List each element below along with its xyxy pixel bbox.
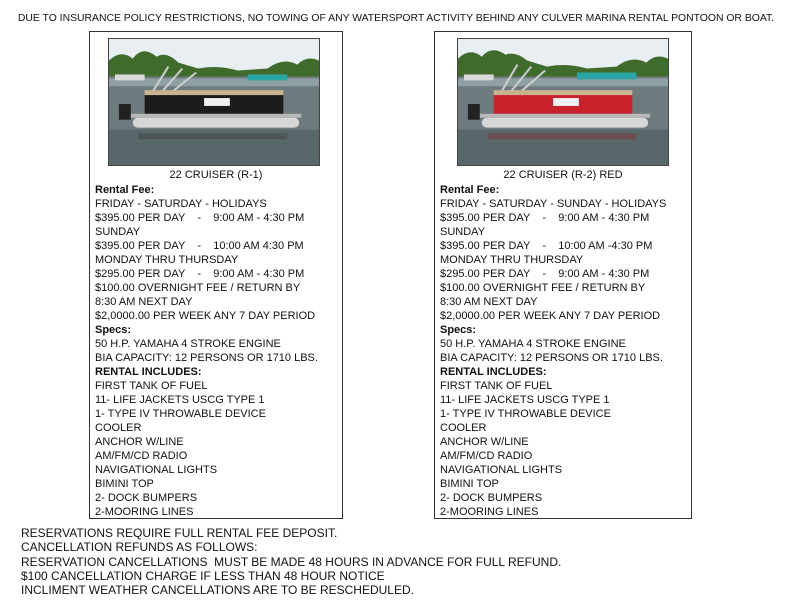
detail-line: AM/FM/CD RADIO [95,450,188,462]
detail-line: $100.00 OVERNIGHT FEE / RETURN BY [440,282,646,294]
detail-line: $395.00 PER DAY - 10:00 AM -4:30 PM [440,240,653,252]
detail-line: FIRST TANK OF FUEL [95,380,208,392]
boat-photo [457,38,669,166]
detail-line: $295.00 PER DAY - 9:00 AM - 4:30 PM [440,268,650,280]
detail-line: MONDAY THRU THURSDAY [95,254,239,266]
detail-line: $395.00 PER DAY - 9:00 AM - 4:30 PM [440,212,650,224]
detail-line: BIMINI TOP [95,478,154,490]
detail-line: COOLER [95,422,142,434]
boat-card-r2 [434,31,692,519]
section-heading: Specs: [95,324,132,336]
boat-caption: 22 CRUISER (R-1) [169,169,263,181]
detail-line: 8:30 AM NEXT DAY [440,296,538,308]
policy-line: RESERVATIONS REQUIRE FULL RENTAL FEE DEPOSIT. [21,526,338,540]
detail-line: $2,0000.00 PER WEEK ANY 7 DAY PERIOD [440,310,661,322]
policy-line: $100 CANCELLATION CHARGE IF LESS THAN 48 HOUR NOTICE [21,568,385,583]
detail-line: FIRST TANK OF FUEL [440,380,553,392]
policy-line: RESERVATION CANCELLATIONS MUST BE MADE 48 HOURS IN ADVANCE FOR FULL REFUND. [21,554,562,569]
boat-photo [108,38,320,166]
detail-line: 8:30 AM NEXT DAY [95,296,193,308]
detail-line: $2,0000.00 PER WEEK ANY 7 DAY PERIOD [95,310,316,322]
detail-line: 2-MOORING LINES [95,506,194,518]
detail-line: AM/FM/CD RADIO [440,450,533,462]
detail-line: $100.00 OVERNIGHT FEE / RETURN BY [95,282,301,294]
detail-line: FRIDAY - SATURDAY - SUNDAY - HOLIDAYS [440,198,667,210]
section-heading: Rental Fee: [95,184,155,196]
towing-restriction-notice: DUE TO INSURANCE POLICY RESTRICTIONS, NO TOWING OF ANY WATERSPORT ACTIVITY BEHIND ANY CULVER MARINA RENTAL PONTOON OR BOAT. [17,13,775,24]
detail-line: 1- TYPE IV THROWABLE DEVICE [95,408,266,420]
detail-line: $295.00 PER DAY - 9:00 AM - 4:30 PM [95,268,305,280]
section-heading: Rental Fee: [440,184,500,196]
detail-line: 50 H.P. YAMAHA 4 STROKE ENGINE [95,338,281,350]
black-pontoon-boat-photo [109,39,319,165]
section-heading: RENTAL INCLUDES: [95,366,202,378]
detail-line: BIA CAPACITY: 12 PERSONS OR 1710 LBS. [95,352,318,364]
detail-line: MONDAY THRU THURSDAY [440,254,584,266]
red-pontoon-boat-photo [458,39,668,165]
policy-line: CANCELLATION REFUNDS AS FOLLOWS: [21,540,258,555]
detail-line: FRIDAY - SATURDAY - HOLIDAYS [95,198,267,210]
detail-line: BIA CAPACITY: 12 PERSONS OR 1710 LBS. [440,352,663,364]
detail-line: SUNDAY [95,226,141,238]
section-heading: RENTAL INCLUDES: [440,366,547,378]
boat-caption: 22 CRUISER (R-2) RED [503,169,623,181]
detail-line: ANCHOR W/LINE [440,436,529,448]
policy-line: INCLIMENT WEATHER CANCELLATIONS ARE TO BE RESCHEDULED. [21,583,414,598]
detail-line: 2-MOORING LINES [440,506,539,518]
boat-details [440,183,689,519]
section-heading: Specs: [440,324,477,336]
boat-details [95,183,340,519]
detail-line: 50 H.P. YAMAHA 4 STROKE ENGINE [440,338,626,350]
detail-line: 11- LIFE JACKETS USCG TYPE 1 [95,394,265,406]
detail-line: NAVIGATIONAL LIGHTS [95,464,218,476]
detail-line: $395.00 PER DAY - 9:00 AM - 4:30 PM [95,212,305,224]
detail-line: 1- TYPE IV THROWABLE DEVICE [440,408,611,420]
detail-line: 11- LIFE JACKETS USCG TYPE 1 [440,394,610,406]
detail-line: 2- DOCK BUMPERS [440,492,543,504]
detail-line: $395.00 PER DAY - 10:00 AM 4:30 PM [95,240,304,252]
reservation-policy [21,526,561,597]
detail-line: ANCHOR W/LINE [95,436,184,448]
detail-line: NAVIGATIONAL LIGHTS [440,464,563,476]
detail-line: BIMINI TOP [440,478,499,490]
boat-card-r1 [89,31,343,519]
detail-line: COOLER [440,422,487,434]
detail-line: SUNDAY [440,226,486,238]
detail-line: 2- DOCK BUMPERS [95,492,198,504]
